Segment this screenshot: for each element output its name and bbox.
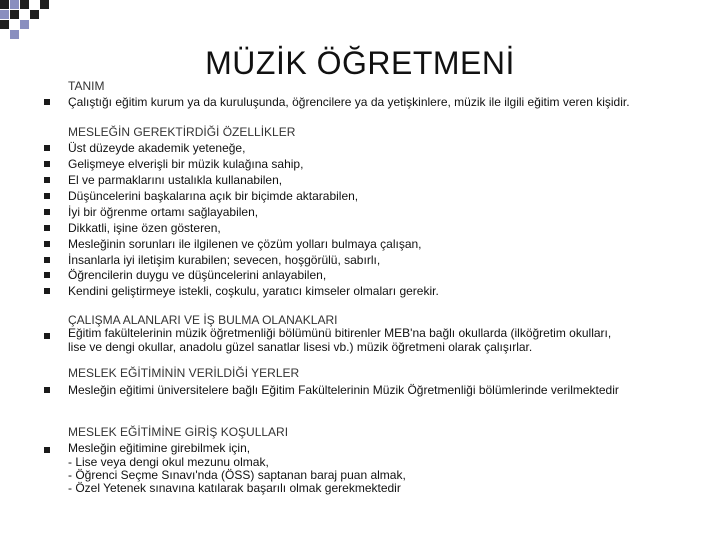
bullet-icon xyxy=(44,177,50,183)
section-heading-giris-kosullari: MESLEK EĞİTİMİNE GİRİŞ KOŞULLARI xyxy=(68,425,289,439)
bullet-icon xyxy=(44,99,50,105)
bullet-icon xyxy=(44,288,50,294)
section-heading-ozellikler: MESLEĞİN GEREKTİRDİĞİ ÖZELLİKLER xyxy=(68,125,296,139)
section-line: Mesleğinin sorunları ile ilgilenen ve çözüm yolları bulmaya çalışan, xyxy=(68,237,422,251)
section-heading-calisma-alanlari: ÇALIŞMA ALANLARI VE İŞ BULMA OLANAKLARI xyxy=(68,313,338,327)
bullet-icon xyxy=(44,333,50,339)
section-line: Mesleğin eğitimi üniversitelere bağlı Eğitim Fakültelerinin Müzik Öğretmenliği bölümlerinde verilmektedir xyxy=(68,383,619,397)
section-line: İnsanlarla iyi iletişim kurabilen; sevecen, hoşgörülü, sabırlı, xyxy=(68,253,381,267)
bullet-icon xyxy=(44,225,50,231)
bullet-icon xyxy=(44,241,50,247)
section-heading-tanim: TANIM xyxy=(68,79,105,93)
bullet-icon xyxy=(44,193,50,199)
section-line: - Lise veya dengi okul mezunu olmak, xyxy=(68,455,269,469)
section-line: El ve parmaklarını ustalıkla kullanabilen, xyxy=(68,173,283,187)
bullet-icon xyxy=(44,209,50,215)
section-line: - Özel Yetenek sınavına katılarak başarılı olmak gerekmektedir xyxy=(68,481,401,495)
section-line: Üst düzeyde akademik yeteneğe, xyxy=(68,141,246,155)
bullet-icon xyxy=(44,161,50,167)
bullet-icon xyxy=(44,145,50,151)
section-line: Eğitim fakültelerinin müzik öğretmenliği bölümünü bitirenler MEB'na bağlı okullarda (ilköğretim okulları, xyxy=(68,326,612,340)
section-line: lise ve dengi okullar, anadolu güzel sanatlar lisesi vb.) müzik öğretmeni olarak çalışırlar. xyxy=(68,340,533,354)
bullet-icon xyxy=(44,257,50,263)
section-line: - Öğrenci Seçme Sınavı'nda (ÖSS) saptanan baraj puan almak, xyxy=(68,468,406,482)
section-line: Dikkatli, işine özen gösteren, xyxy=(68,221,221,235)
section-line: İyi bir öğrenme ortamı sağlayabilen, xyxy=(68,205,259,219)
bullet-icon xyxy=(44,387,50,393)
section-line: Düşüncelerini başkalarına açık bir biçimde aktarabilen, xyxy=(68,189,359,203)
section-line: Öğrencilerin duygu ve düşüncelerini anlayabilen, xyxy=(68,268,327,282)
section-line: Kendini geliştirmeye istekli, coşkulu, yaratıcı kimseler olmaları gerekir. xyxy=(68,284,439,298)
section-line: Çalıştığı eğitim kurum ya da kuruluşunda, öğrencilere ya da yetişkinlere, müzik ile ilgili eğitim veren kişidir. xyxy=(68,95,630,109)
page-title: MÜZİK ÖĞRETMENİ xyxy=(205,45,515,81)
corner-decoration xyxy=(0,0,70,45)
bullet-icon xyxy=(44,447,50,453)
bullet-icon xyxy=(44,272,50,278)
section-heading-egitim-yerleri: MESLEK EĞİTİMİNİN VERİLDİĞİ YERLER xyxy=(68,366,300,380)
section-line: Mesleğin eğitimine girebilmek için, xyxy=(68,441,251,455)
section-line: Gelişmeye elverişli bir müzik kulağına sahip, xyxy=(68,157,304,171)
